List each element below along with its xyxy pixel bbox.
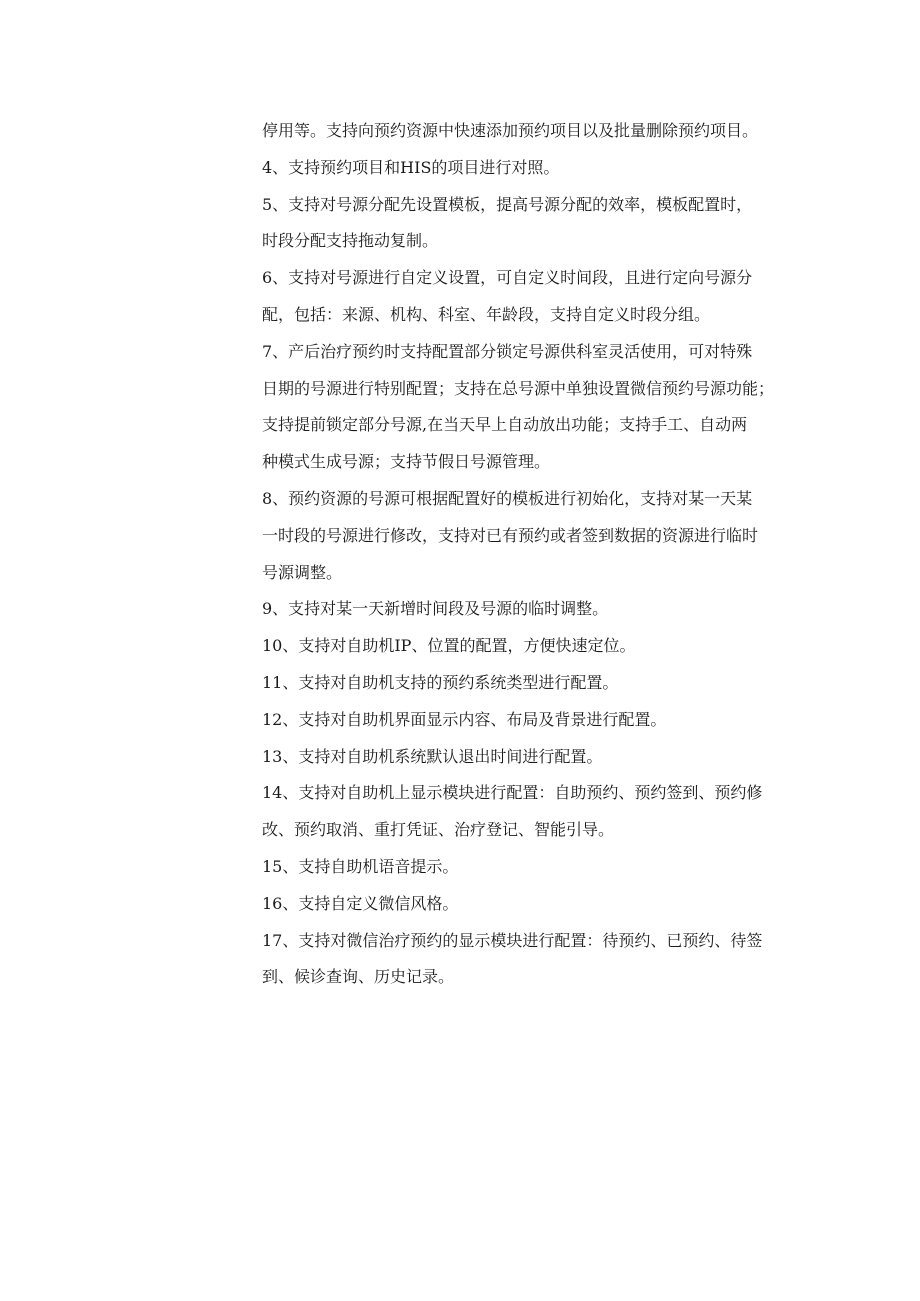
text-line: 时段分配支持拖动复制。 — [262, 231, 439, 251]
text-line: 配，包括：来源、机构、科室、年龄段，支持自定义时段分组。 — [262, 304, 711, 324]
text-line: 到、候诊查询、历史记录。 — [262, 967, 455, 987]
text-line: 15、支持自助机语音提示。 — [262, 856, 459, 876]
text-line: 8、预约资源的号源可根据配置好的模板进行初始化，支持对某一天某 — [262, 488, 753, 508]
text-line: 种模式生成号源；支持节假日号源管理。 — [262, 452, 551, 472]
text-line: 10、支持对自助机IP、位置的配置，方便快速定位。 — [262, 636, 636, 656]
text-line: 11、支持对自助机支持的预约系统类型进行配置。 — [262, 672, 619, 692]
text-line: 7、产后治疗预约时支持配置部分锁定号源供科室灵活使用，可对特殊 — [262, 341, 753, 361]
text-line: 9、支持对某一天新增时间段及号源的临时调整。 — [262, 599, 609, 619]
text-line: 号源调整。 — [262, 562, 343, 582]
text-line: 12、支持对自助机界面显示内容、布局及背景进行配置。 — [262, 709, 667, 729]
document-body — [262, 113, 802, 996]
text-line: 4、支持预约项目和HIS的项目进行对照。 — [262, 157, 560, 177]
text-line: 17、支持对微信治疗预约的显示模块进行配置：待预约、已预约、待签 — [262, 930, 763, 950]
text-line: 改、预约取消、重打凭证、治疗登记、智能引导。 — [262, 820, 615, 840]
text-line: 支持提前锁定部分号源,在当天早上自动放出功能；支持手工、自动两 — [262, 415, 748, 435]
text-line: 日期的号源进行特别配置；支持在总号源中单独设置微信预约号源功能； — [262, 378, 775, 398]
text-line: 6、支持对号源进行自定义设置，可自定义时间段，且进行定向号源分 — [262, 268, 753, 288]
text-line: 一时段的号源进行修改，支持对已有预约或者签到数据的资源进行临时 — [262, 525, 759, 545]
text-line: 16、支持自定义微信风格。 — [262, 893, 459, 913]
text-line: 停用等。支持向预约资源中快速添加预约项目以及批量删除预约项目。 — [262, 121, 759, 140]
text-line: 5、支持对号源分配先设置模板，提高号源分配的效率，模板配置时， — [262, 194, 753, 214]
text-line: 13、支持对自助机系统默认退出时间进行配置。 — [262, 746, 603, 766]
text-line: 14、支持对自助机上显示模块进行配置：自助预约、预约签到、预约修 — [262, 783, 763, 803]
